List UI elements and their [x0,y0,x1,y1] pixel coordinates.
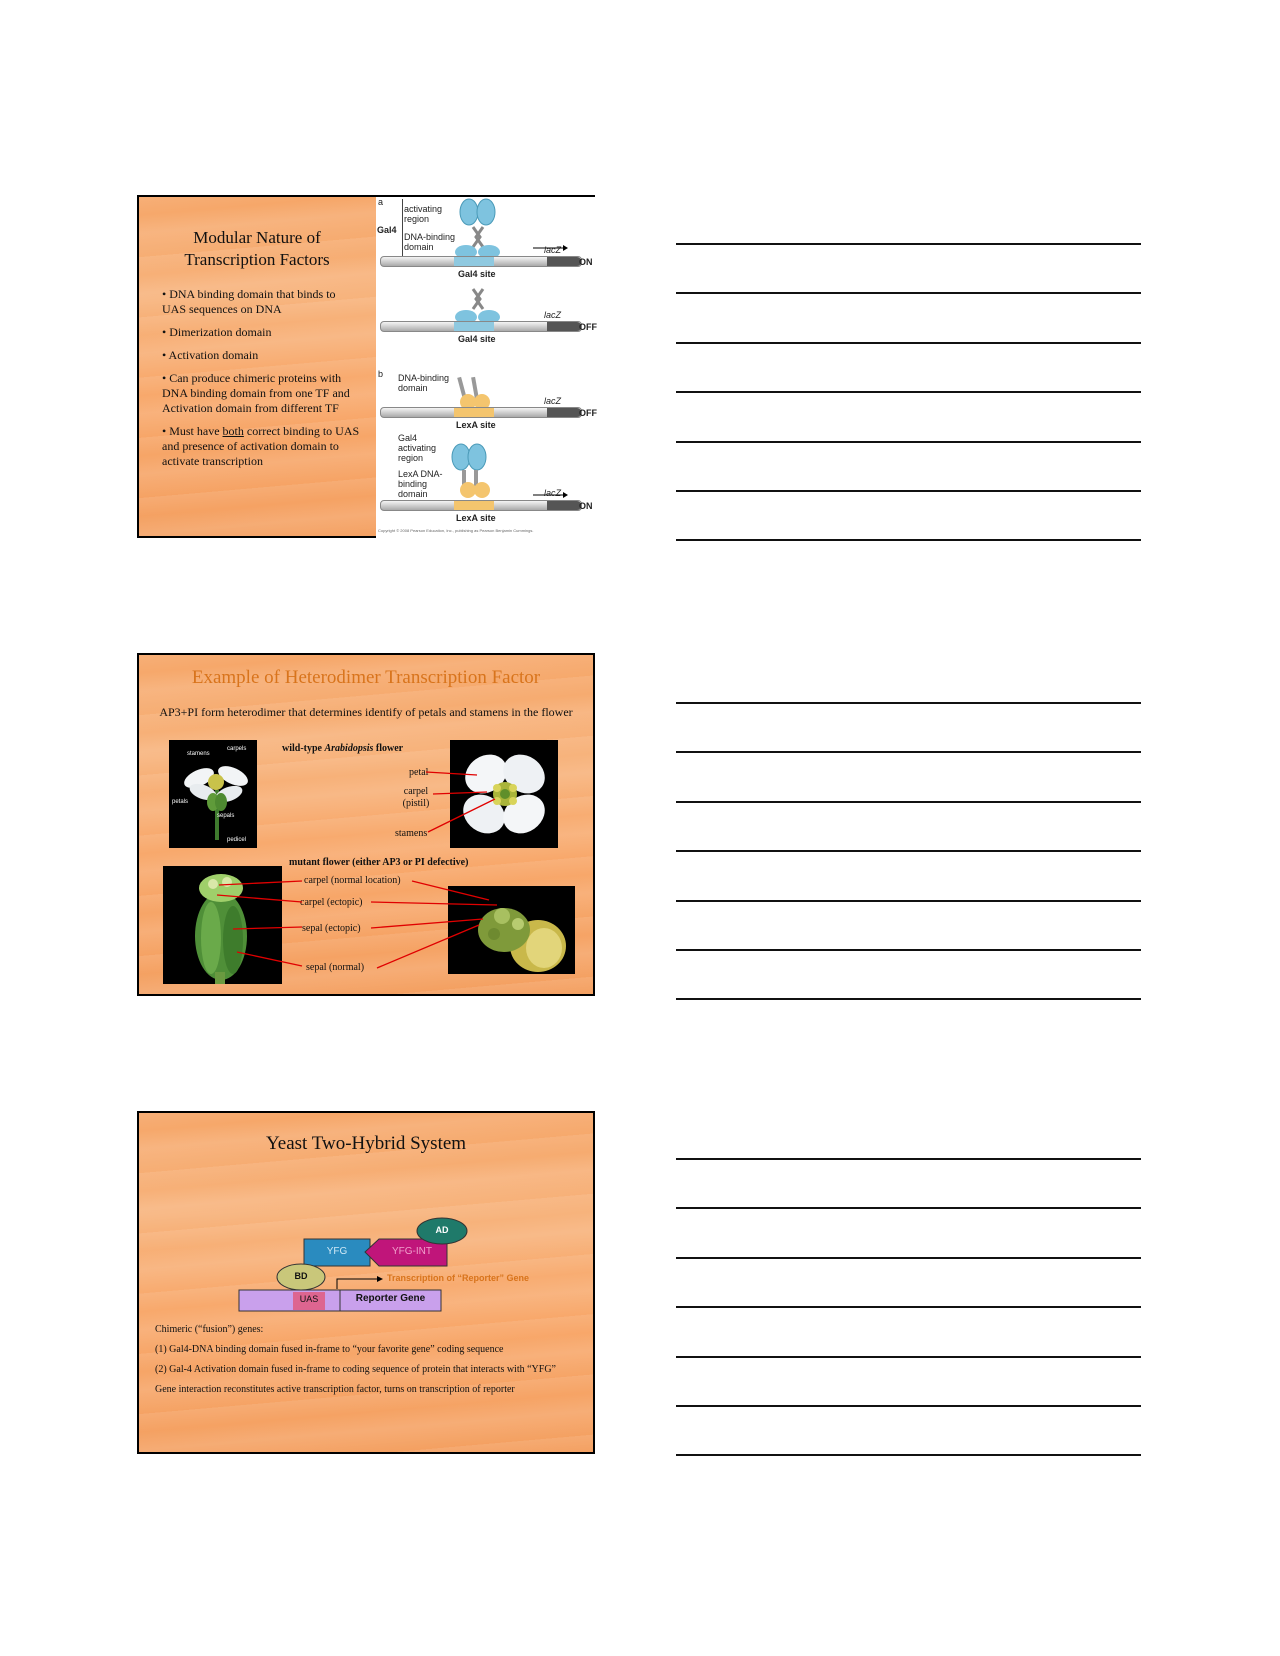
lacz-label: lacZ [544,396,562,406]
lacz-label: lacZ [544,245,562,255]
text-item-2: (2) Gal-4 Activation domain fused in-frame to coding sequence of protein that interacts with “YFG” [155,1364,556,1375]
note-line [676,900,1141,902]
note-line [676,1158,1141,1160]
note-line [676,539,1141,541]
lexa-site-box [454,501,494,510]
carpel-ectopic-label: carpel (ectopic) [300,897,363,908]
gal4-activating-region-label: Gal4 activating region [398,433,437,463]
wildtype-heading [282,743,403,755]
mutant-flower-graphic [163,866,282,984]
on-label: ON [579,257,593,267]
off-label: OFF [579,322,597,332]
slide-2-subtitle: AP3+PI form heterodimer that determines identify of petals and stamens in the flower [159,705,573,719]
note-line [676,850,1141,852]
note-line [676,1356,1141,1358]
gal4-site-label: Gal4 site [458,269,496,279]
dna-binding-domain-label: DNA-binding domain [404,232,456,252]
carpel-normal-label: carpel (normal location) [304,875,401,886]
petal-label: petal [409,767,429,778]
slide-2 [137,653,595,996]
note-line [676,751,1141,753]
bullet-underline: both [222,424,244,438]
bullet: • Activation domain [162,348,259,362]
slide-2-title: Example of Heterodimer Transcription Factor [191,667,541,688]
slide-1-title [157,227,357,271]
slide-3 [137,1111,595,1454]
note-line [676,342,1141,344]
bd-label: BD [294,1271,308,1281]
note-line [676,1306,1141,1308]
note-line [676,1454,1141,1456]
lexa-dna-binding-domain-label: LexA DNA- binding domain [398,469,443,499]
slide-3-text [155,1323,580,1403]
stamens-label: stamens [395,828,428,839]
wildtype-inset-graphic [169,740,257,848]
yfg-label: YFG [326,1246,348,1257]
lacz-label: lacZ [544,488,562,498]
inset-stamens-label: stamens [187,751,210,757]
carpel-pistil-label: carpel (pistil) [402,786,430,809]
note-line [676,391,1141,393]
wildtype-italic: Arabidopsis [324,743,374,754]
on-label: ON [579,501,593,511]
uas-label: UAS [299,1294,319,1304]
note-line [676,441,1141,443]
figure-label-b: b [378,369,384,379]
wildtype-text: flower [373,743,404,754]
note-line [676,292,1141,294]
note-line [676,243,1141,245]
inset-carpels-label: carpels [227,746,247,752]
note-line [676,801,1141,803]
inset-petals-label: petals [172,799,189,805]
lexa-site-label: LexA site [456,513,496,523]
lacz-label: lacZ [544,310,562,320]
figure-label-a: a [378,197,384,207]
transcription-label: Transcription of “Reporter” Gene [387,1273,530,1283]
slide-1-bullets [162,287,362,477]
gal4-site-box [454,257,494,266]
gal4-site-label: Gal4 site [458,334,496,344]
note-line [676,1257,1141,1259]
sepal-normal-label: sepal (normal) [306,962,365,973]
slide-1 [137,195,595,538]
bullet: • DNA binding domain that binds to UAS sequences on DNA [162,287,336,316]
yfg-int-label: YFG-INT [392,1246,432,1257]
mutant-heading: mutant flower (either AP3 or PI defective) [289,857,469,868]
mutant-closeup-graphic [448,886,575,974]
gal4-site-box [454,322,494,331]
note-line [676,998,1141,1000]
gal4-label: Gal4 [377,225,397,235]
bullet: • Dimerization domain [162,325,272,339]
gal4-lexa-figure [376,197,595,538]
lexa-site-label: LexA site [456,420,496,430]
note-line [676,949,1141,951]
text-intro: Chimeric (“fusion”) genes: [155,1324,264,1335]
text-item-1: (1) Gal4-DNA binding domain fused in-frame to “your favorite gene” coding sequence [155,1344,504,1355]
sepal-ectopic-label: sepal (ectopic) [302,923,361,934]
figure-copyright: Copyright © 2008 Pearson Education, Inc., publishing as Pearson Benjamin Cummings. [378,528,534,533]
wildtype-inset-photo [169,740,257,848]
reporter-gene-label: Reporter Gene [355,1293,426,1304]
activating-region-label: activating region [404,204,443,224]
bullet: • Can produce chimeric proteins with DNA binding domain from one TF and Activation domain from different TF [162,371,350,415]
dna-binding-domain-label: DNA-binding domain [398,373,450,393]
wildtype-flower-graphic [450,740,558,848]
note-line [676,702,1141,704]
slide-3-title: Yeast Two-Hybrid System [265,1133,467,1154]
ad-label: AD [435,1225,449,1235]
title-line-2: Transcription Factors [184,250,330,269]
note-line [676,1207,1141,1209]
text-conclusion: Gene interaction reconstitutes active transcription factor, turns on transcription of reporter [155,1384,515,1395]
bullet-text: correct binding to UAS and presence of activation domain to activate transcription [162,424,360,468]
inset-sepals-label: sepals [217,813,235,819]
note-line [676,1405,1141,1407]
wildtype-text: wild-type [282,743,325,754]
mutant-closeup-photo [448,886,575,974]
bullet [162,424,362,469]
title-line-1: Modular Nature of [193,228,321,247]
bullet-text: • Must have [162,424,223,438]
inset-pedicel-label: pedicel [227,837,247,843]
off-label: OFF [579,408,597,418]
wildtype-flower-photo [450,740,558,848]
lexa-site-box [454,408,494,417]
note-line [676,490,1141,492]
mutant-flower-photo [163,866,282,984]
